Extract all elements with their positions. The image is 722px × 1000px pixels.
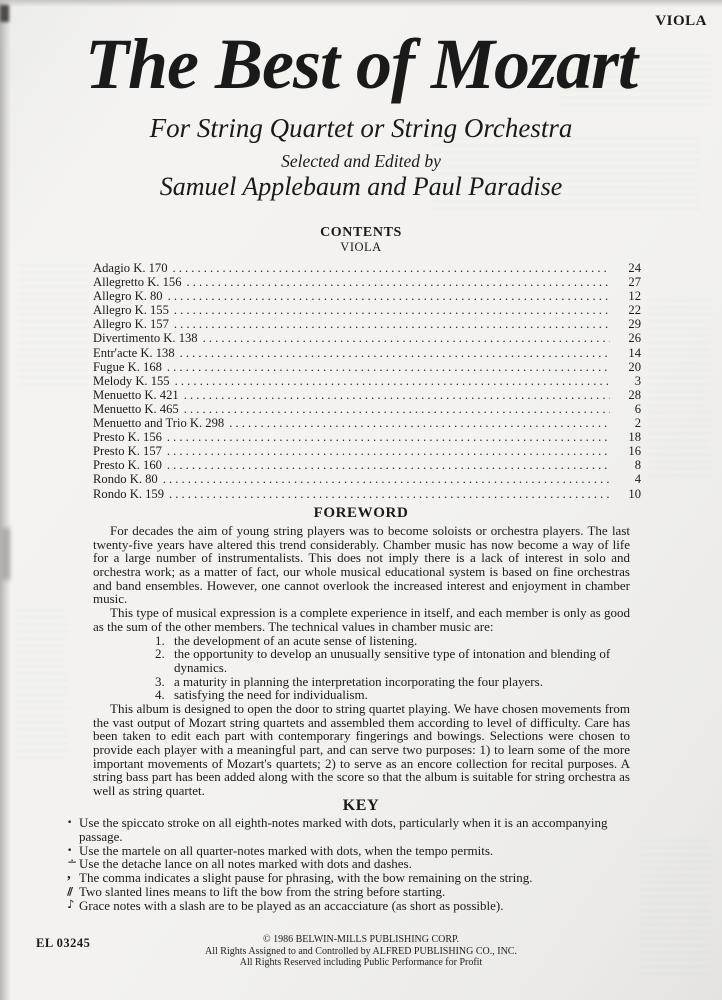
toc-entry (93, 416, 641, 430)
toc-dot-leader (173, 261, 610, 276)
editors-line: Samuel Applebaum and Paul Paradise (159, 172, 563, 201)
toc-dot-leader (167, 458, 610, 473)
foreword-list-item (93, 647, 630, 674)
key-item (67, 896, 633, 913)
toc-page-number: 16 (628, 444, 641, 459)
toc-entry-title: Fugue K. 168 (93, 359, 162, 374)
toc-page-number: 29 (628, 317, 641, 332)
toc-entry-title: Divertimento K. 138 (93, 331, 198, 346)
toc-page-number: 12 (628, 289, 641, 304)
toc-entry (93, 430, 641, 444)
toc-entry (93, 487, 641, 501)
toc-page-number: 8 (634, 458, 641, 473)
scan-corner-mark (0, 5, 9, 22)
toc-entry (93, 303, 641, 317)
foreword-list-item (93, 634, 630, 648)
toc-entry (93, 360, 641, 374)
toc-dot-leader (167, 360, 610, 375)
toc-entry (93, 388, 641, 402)
toc-page-number: 22 (628, 303, 641, 318)
toc-page-number: 24 (628, 261, 641, 275)
key-item-text: The comma indicates a slight pause for phrasing, with the bow remaining on the string. (79, 870, 533, 886)
toc-entry-title: Allegro K. 155 (93, 303, 169, 318)
part-label: VIOLA (655, 13, 707, 29)
list-item-text: satisfying the need for individualism. (174, 687, 368, 703)
rights-line-1: All Rights Assigned to and Controlled by ALFRED PUBLISHING CO., INC. (205, 945, 517, 957)
toc-entry (93, 261, 641, 275)
page-showthrough (14, 610, 69, 760)
toc-entry (93, 458, 641, 472)
toc-page-number: 27 (628, 275, 641, 290)
foreword-list-item (93, 688, 630, 702)
toc-page-number: 4 (634, 472, 641, 487)
key-item (67, 816, 633, 844)
toc-entry-title: Presto K. 156 (93, 430, 162, 445)
toc-entry (93, 444, 641, 458)
toc-entry (93, 275, 641, 289)
toc-entry-title: Menuetto K. 465 (93, 401, 179, 416)
foreword-numbered-list (93, 634, 630, 702)
foreword-paragraph-2: This type of musical expression is a complete experience in itself, and each member is only as good as the sum of the other members. The technical values in chamber music are: (93, 605, 630, 634)
toc-page-number: 6 (634, 401, 641, 416)
list-item-number: 1. (155, 632, 165, 648)
toc-page-number: 20 (628, 359, 641, 374)
toc-entry (93, 289, 641, 303)
toc-entry (93, 374, 641, 388)
toc-entry (93, 346, 641, 360)
toc-page-number: 2 (634, 416, 641, 431)
toc-page-number: 3 (634, 373, 641, 388)
toc-dot-leader (187, 275, 611, 290)
toc-dot-leader (229, 416, 610, 431)
publisher-block (0, 934, 722, 969)
list-item-number: 2. (155, 646, 165, 662)
page-showthrough (648, 300, 710, 480)
key-item-text: Two slanted lines means to lift the bow from the string before starting. (79, 883, 446, 899)
scan-smudge (0, 528, 10, 580)
contents-heading: CONTENTS (320, 225, 402, 240)
toc-dot-leader (174, 303, 610, 318)
list-item-text: the opportunity to develop an unusually sensitive type of intonation and blending of dynamics. (174, 646, 611, 675)
toc-dot-leader (168, 289, 610, 304)
key-marker-icon: , (67, 866, 71, 883)
foreword-paragraph-3: This album is designed to open the door to string quartet playing. We have chosen movements from the vast output of Mozart string quartets and assembled them according to level of difficulty. Care has been taken to edit each part with contemporary fingerings and bowings. Selections were chosen to provide each player with a meaningful part, and can serve two purposes: 1) to learn some of the more important movements of Mozart's quartets; 2) to serve as an encore collection for recital purposes. A string bass part has been added along with the score so that the album is suitable for string orchestra as well as string quartet. (93, 700, 630, 799)
toc-dot-leader (174, 317, 610, 332)
toc-dot-leader (184, 402, 610, 417)
toc-dot-leader (163, 472, 610, 487)
list-item-number: 4. (155, 687, 165, 703)
toc-dot-leader (180, 346, 610, 361)
foreword-heading: FOREWORD (313, 505, 409, 521)
toc-entry-title: Menuetto and Trio K. 298 (93, 416, 225, 431)
key-item (67, 857, 633, 871)
toc-entry-title: Allegro K. 157 (93, 317, 169, 332)
toc-dot-leader (167, 430, 610, 445)
key-item (67, 844, 633, 858)
toc-entry-title: Presto K. 160 (93, 458, 162, 473)
toc-entry-title: Presto K. 157 (93, 444, 162, 459)
list-item-text: a maturity in planning the interpretation incorporating the four players. (174, 673, 543, 689)
toc-dot-leader (169, 487, 610, 502)
list-item-text: the development of an acute sense of listening. (174, 632, 418, 648)
toc-page-number: 26 (628, 331, 641, 346)
toc-dot-leader (175, 374, 610, 389)
key-marker-icon: • (67, 818, 73, 828)
title-block (0, 26, 722, 202)
key-item-text: Use the spiccato stroke on all eighth-notes marked with dots, particularly when it is an accompanying passage. (79, 815, 608, 844)
page-showthrough (18, 265, 88, 385)
list-item-number: 3. (155, 673, 165, 689)
toc-entry-title: Rondo K. 159 (93, 486, 165, 501)
key-item-text: Use the martele on all quarter-notes marked with dots, when the tempo permits. (79, 842, 494, 858)
toc-entry-title: Allegretto K. 156 (93, 275, 182, 290)
foreword-paragraph-1: For decades the aim of young string players was to become soloists or orchestra players. The last twenty-five years have altered this trend considerably. Chamber music has now become a way of life for a large number of instrumentalists. This does not imply there is a lack of interest in solo and orchestra work; as a matter of fact, our whole musical educational system is based on fine orchestras and band ensembles. However, one cannot overlook the increased interest and enjoyment in chamber music. (93, 523, 630, 607)
toc-entry-title: Allegro K. 80 (93, 289, 163, 304)
toc-dot-leader (167, 444, 610, 459)
toc-page-number: 10 (628, 486, 641, 501)
toc-entry-title: Menuetto K. 421 (93, 387, 179, 402)
key-marker-icon: ♪ (67, 896, 75, 911)
key-marker-icon: // (67, 884, 72, 898)
contents-subheading: VIOLA (340, 240, 382, 254)
key-heading: KEY (342, 797, 380, 814)
edited-by-line: Selected and Edited by (281, 151, 441, 171)
catalog-number: EL 03245 (36, 936, 91, 950)
toc-page-number: 14 (628, 345, 641, 360)
key-item-text: Use the detache lance on all notes marked with dots and dashes. (79, 856, 412, 872)
toc-entry-title: Rondo K. 80 (93, 472, 158, 487)
key-list (67, 816, 633, 913)
scan-edge-top (0, 0, 722, 7)
rights-line-2: All Rights Reserved including Public Performance for Profit (239, 957, 483, 969)
key-item-text: Grace notes with a slash are to be played as an accacciature (as short as possible). (79, 897, 504, 913)
foreword-body (93, 524, 630, 798)
toc-dot-leader (203, 331, 610, 346)
key-item (67, 866, 633, 886)
key-marker-icon: • (67, 845, 73, 856)
page-title: The Best of Mozart (84, 24, 638, 104)
copyright-line: © 1986 BELWIN-MILLS PUBLISHING CORP. (262, 934, 460, 945)
toc-dot-leader (184, 388, 610, 403)
toc-entry (93, 402, 641, 416)
toc-entry (93, 472, 641, 486)
toc-entry (93, 331, 641, 345)
subtitle: For String Quartet or String Orchestra (149, 113, 573, 143)
toc-entry-title: Entr'acte K. 138 (93, 345, 175, 360)
foreword-list-item (93, 675, 630, 689)
toc-entry (93, 317, 641, 331)
toc-page-number: 18 (628, 430, 641, 445)
toc-entry-title: Adagio K. 170 (93, 261, 168, 275)
toc-entry-title: Melody K. 155 (93, 373, 170, 388)
table-of-contents (93, 261, 641, 501)
key-item (67, 885, 633, 899)
toc-page-number: 28 (628, 387, 641, 402)
key-marker-icon: ∸ (67, 855, 78, 870)
